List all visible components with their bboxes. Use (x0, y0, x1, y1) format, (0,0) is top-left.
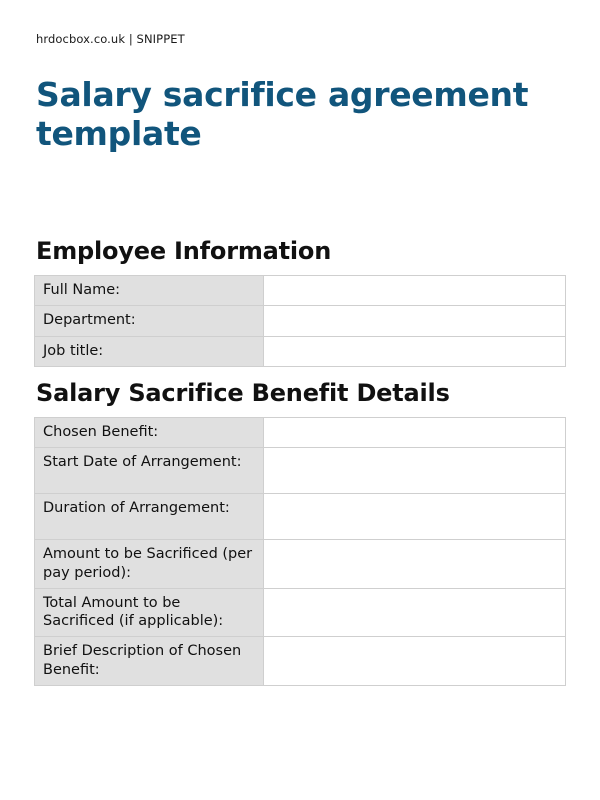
field-label-start-date: Start Date of Arrangement: (35, 448, 264, 494)
table-row (35, 588, 566, 637)
field-label-chosen-benefit: Chosen Benefit: (35, 418, 264, 448)
field-value-amount-sacrificed[interactable] (264, 540, 566, 589)
field-label-amount-sacrificed: Amount to be Sacrificed (per pay period): (35, 540, 264, 589)
field-value-total-amount[interactable] (264, 588, 566, 637)
field-value-brief-description[interactable] (264, 637, 566, 686)
field-label-job-title: Job title: (35, 336, 264, 366)
page-title: Salary sacrifice agreement template (36, 75, 529, 153)
field-value-chosen-benefit[interactable] (264, 418, 566, 448)
field-value-full-name[interactable] (264, 276, 566, 306)
section-heading-benefit-details: Salary Sacrifice Benefit Details (36, 379, 450, 408)
table-row (35, 448, 566, 494)
table-row (35, 336, 566, 366)
benefit-details-table (34, 417, 566, 686)
field-label-brief-description: Brief Description of Chosen Benefit: (35, 637, 264, 686)
field-label-total-amount: Total Amount to be Sacrificed (if applicable): (35, 588, 264, 637)
section-spacer (34, 371, 566, 379)
breadcrumb: hrdocbox.co.uk | SNIPPET (36, 32, 185, 46)
field-value-duration[interactable] (264, 494, 566, 540)
title-spacer (34, 153, 566, 237)
field-label-duration: Duration of Arrangement: (35, 494, 264, 540)
field-value-job-title[interactable] (264, 336, 566, 366)
field-label-department: Department: (35, 306, 264, 336)
field-value-start-date[interactable] (264, 448, 566, 494)
table-row (35, 494, 566, 540)
table-row (35, 540, 566, 589)
field-value-department[interactable] (264, 306, 566, 336)
table-row (35, 306, 566, 336)
table-row (35, 276, 566, 306)
section-heading-employee-information: Employee Information (36, 237, 332, 266)
table-row (35, 637, 566, 686)
table-row (35, 418, 566, 448)
employee-information-table (34, 275, 566, 367)
field-label-full-name: Full Name: (35, 276, 264, 306)
